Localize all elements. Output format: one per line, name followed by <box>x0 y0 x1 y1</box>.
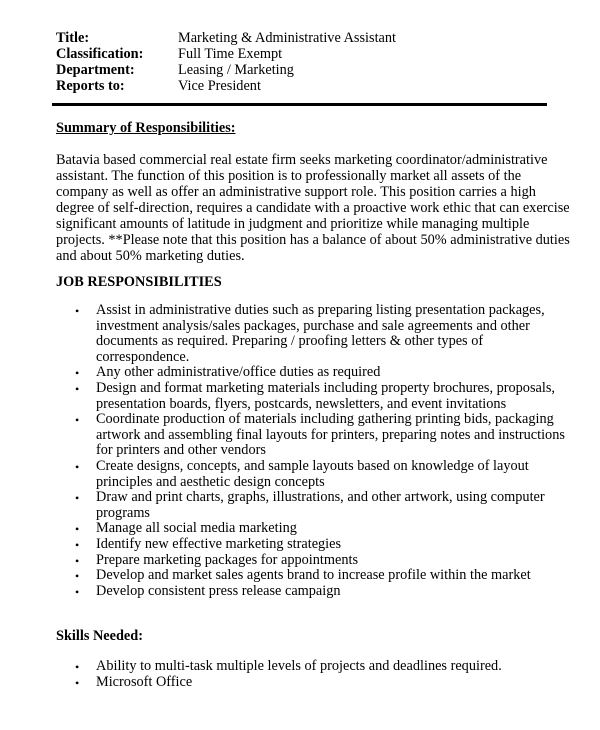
summary-line: and about 50% marketing duties. <box>56 248 245 264</box>
list-item <box>56 584 546 600</box>
list-item-line: Draw and print charts, graphs, illustrations, and other artwork, using computer <box>96 489 545 506</box>
list-item-line: artwork and assembling final layouts for printers, preparing notes and instructions <box>96 426 565 443</box>
bullet-icon: • <box>75 381 80 396</box>
list-item-line: investment analysis/sales packages, purchase and sale agreements and other <box>96 317 530 334</box>
list-item-line: Prepare marketing packages for appointments <box>96 551 359 568</box>
summary-line: degree of self-direction, requires a candidate with a proactive work ethic that can exercise <box>56 200 570 216</box>
bullet-icon: • <box>75 304 80 318</box>
list-item-line: Coordinate production of materials including gathering printing bids, packaging <box>96 411 554 428</box>
header-fields <box>56 30 396 94</box>
header-value: Vice President <box>178 78 261 94</box>
summary-line: projects. **Please note that this position has a balance of about 50% administrative duties <box>56 232 570 248</box>
list-item <box>56 537 546 553</box>
summary-paragraph <box>56 152 570 264</box>
list-item-line: Any other administrative/office duties as required <box>96 364 381 381</box>
list-item <box>56 365 546 381</box>
job-responsibilities-heading: JOB RESPONSIBILITIES <box>56 274 222 290</box>
header-divider <box>52 103 547 106</box>
responsibilities-list <box>56 302 565 599</box>
list-item <box>56 303 546 365</box>
list-item-line: Design and format marketing materials including property brochures, proposals, <box>96 379 555 396</box>
skills-list <box>56 659 546 690</box>
list-item-line: programs <box>96 504 150 521</box>
summary-line: significant amounts of latitude in judgment and prioritize while managing multiple <box>56 216 530 232</box>
bullet-icon: • <box>75 569 80 584</box>
header-label: Reports to: <box>56 78 125 94</box>
list-item <box>56 490 546 521</box>
bullet-icon: • <box>75 491 80 506</box>
skills-heading: Skills Needed: <box>56 628 143 644</box>
list-item <box>56 568 546 584</box>
header-row-classification <box>56 46 396 62</box>
summary-line: assistant. The function of this position is to professionally market all assets of the <box>56 168 522 184</box>
list-item <box>56 659 546 675</box>
bullet-icon: • <box>75 522 80 537</box>
bullet-icon: • <box>75 553 80 568</box>
list-item-line: correspondence. <box>96 348 190 365</box>
header-value: Marketing & Administrative Assistant <box>178 30 397 46</box>
list-item <box>56 675 546 691</box>
list-item <box>56 521 546 537</box>
list-item-line: Identify new effective marketing strategies <box>96 535 342 552</box>
bullet-icon: • <box>75 537 80 552</box>
header-label: Classification: <box>56 46 144 62</box>
list-item-line: Manage all social media marketing <box>96 520 297 537</box>
list-item <box>56 379 555 412</box>
list-item-line: Ability to multi-task multiple levels of projects and deadlines required. <box>96 658 502 674</box>
header-label: Title: <box>56 30 90 46</box>
summary-line: company as well as offer an administrative support role. This position carries a high <box>56 184 536 200</box>
list-item <box>56 553 546 569</box>
list-item-line: presentation boards, flyers, postcards, newsletters, and event invitations <box>96 395 507 412</box>
header-row-title <box>56 30 396 46</box>
bullet-icon: • <box>75 366 80 381</box>
list-item <box>56 411 565 459</box>
bullet-icon: • <box>75 660 80 674</box>
list-item-line: Assist in administrative duties such as preparing listing presentation packages, <box>96 302 545 318</box>
list-item-line: documents as required. Preparing / proofing letters & other types of <box>96 333 484 350</box>
header-row-department <box>56 62 396 78</box>
bullet-icon: • <box>75 413 80 428</box>
header-label: Department: <box>56 62 135 78</box>
list-item-line: Develop and market sales agents brand to increase profile within the market <box>96 567 531 584</box>
list-item-line: Microsoft Office <box>96 673 193 690</box>
header-row-reports-to <box>56 78 396 94</box>
summary-line: Batavia based commercial real estate firm seeks marketing coordinator/administrative <box>56 152 548 168</box>
bullet-icon: • <box>75 459 80 474</box>
bullet-icon: • <box>75 584 80 599</box>
list-item-line: Develop consistent press release campaign <box>96 582 341 599</box>
summary-heading: Summary of Responsibilities: <box>56 120 236 136</box>
list-item-line: for printers and other vendors <box>96 442 266 459</box>
list-item <box>56 459 546 490</box>
header-value: Leasing / Marketing <box>178 62 294 78</box>
list-item-line: Create designs, concepts, and sample layouts based on knowledge of layout <box>96 457 529 474</box>
bullet-icon: • <box>75 675 80 690</box>
list-item-line: principles and aesthetic design concepts <box>96 473 325 490</box>
header-value: Full Time Exempt <box>178 46 283 62</box>
